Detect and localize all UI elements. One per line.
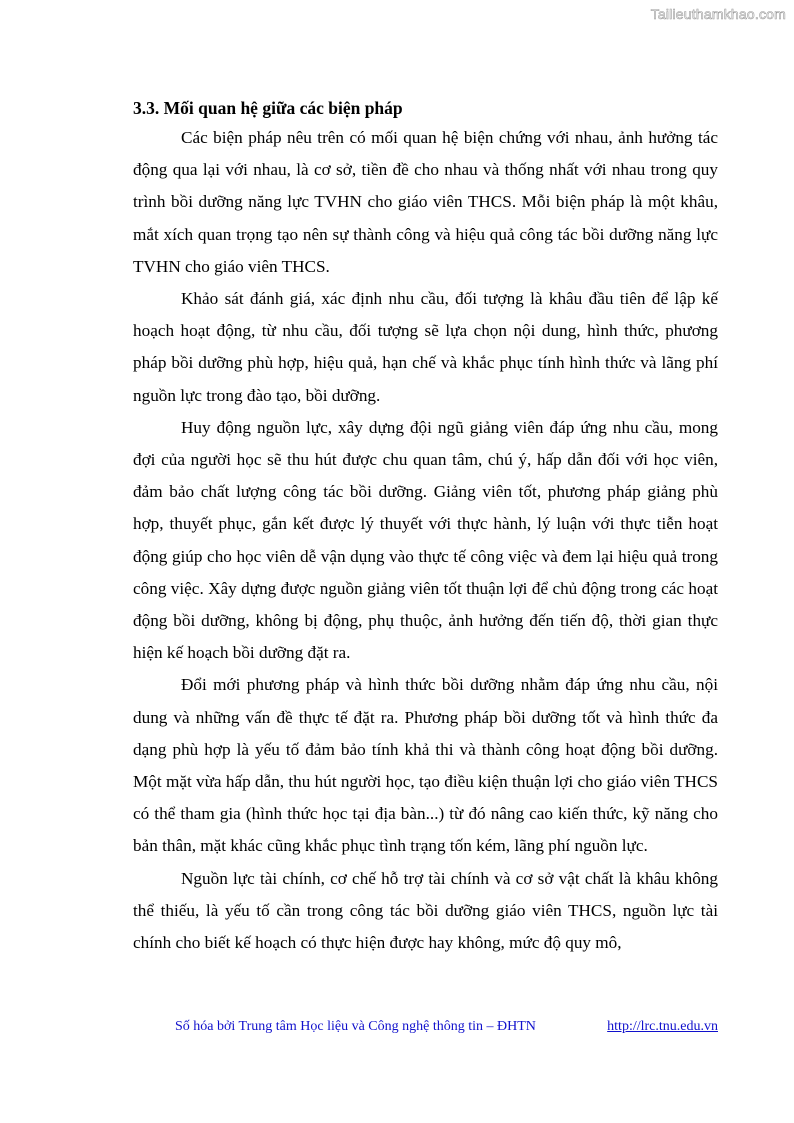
paragraph-2: Khảo sát đánh giá, xác định nhu cầu, đối tượng là khâu đầu tiên để lập kế hoạch hoạt động, từ nhu cầu, đối tượng sẽ lựa chọn nội dung, hình thức, phương pháp bồi dưỡng phù hợp, hiệu quả, hạn chế và khắc phục tính hình thức và lãng phí nguồn lực trong đào tạo, bồi dưỡng. [133,289,718,405]
footer-credit: Số hóa bởi Trung tâm Học liệu và Công nghệ thông tin – ĐHTN [175,1019,536,1034]
paragraph-4: Đổi mới phương pháp và hình thức bồi dưỡng nhằm đáp ứng nhu cầu, nội dung và những vấn đề thực tế đặt ra. Phương pháp bồi dưỡng tốt và hình thức đa dạng phù hợp là yếu tố đảm bảo tính khả thi và thành công hoạt động bồi dưỡng. Một mặt vừa hấp dẫn, thu hút người học, tạo điều kiện thuận lợi cho giáo viên THCS có thể tham gia (hình thức học tại địa bàn...) từ đó nâng cao kiến thức, kỹ năng cho bản thân, mặt khác cũng khắc phục tình trạng tốn kém, lãng phí nguồn lực. [133,675,718,856]
section-heading: 3.3. Mối quan hệ giữa các biện pháp [133,98,403,118]
watermark-text: Tailieuthamkhao.com [650,6,786,22]
paragraph-5: Nguồn lực tài chính, cơ chế hỗ trợ tài chính và cơ sở vật chất là khâu không thể thiếu, là yếu tố cần trong công tác bồi dưỡng giáo viên THCS, nguồn lực tài chính cho biết kế hoạch có thực hiện được hay không, mức độ quy mô, [133,868,718,953]
page-content [133,94,718,959]
paragraph-1: Các biện pháp nêu trên có mối quan hệ biện chứng với nhau, ảnh hưởng tác động qua lại với nhau, là cơ sở, tiền đề cho nhau và thống nhất với nhau trong quy trình bồi dưỡng năng lực TVHN cho giáo viên THCS. Mỗi biện pháp là một khâu, mắt xích quan trọng tạo nên sự thành công và hiệu quả công tác bồi dưỡng năng lực TVHN cho giáo viên THCS. [133,128,718,276]
footer-link[interactable]: http://lrc.tnu.edu.vn [607,1019,718,1034]
paragraph-3: Huy động nguồn lực, xây dựng đội ngũ giảng viên đáp ứng nhu cầu, mong đợi của người học sẽ thu hút được chu quan tâm, chú ý, hấp dẫn đối với học viên, đảm bảo chất lượng công tác bồi dưỡng. Giảng viên tốt, phương pháp giảng phù hợp, thuyết phục, gắn kết được lý thuyết với thực hành, lý luận với thực tiễn hoạt động giúp cho học viên dễ vận dụng vào thực tế công việc và đem lại hiệu quả trong công việc. Xây dựng được nguồn giảng viên tốt thuận lợi để chủ động trong các hoạt động bồi dưỡng, không bị động, phụ thuộc, ảnh hưởng đến tiến độ, thời gian thực hiện kế hoạch bồi dưỡng đặt ra. [133,417,718,663]
